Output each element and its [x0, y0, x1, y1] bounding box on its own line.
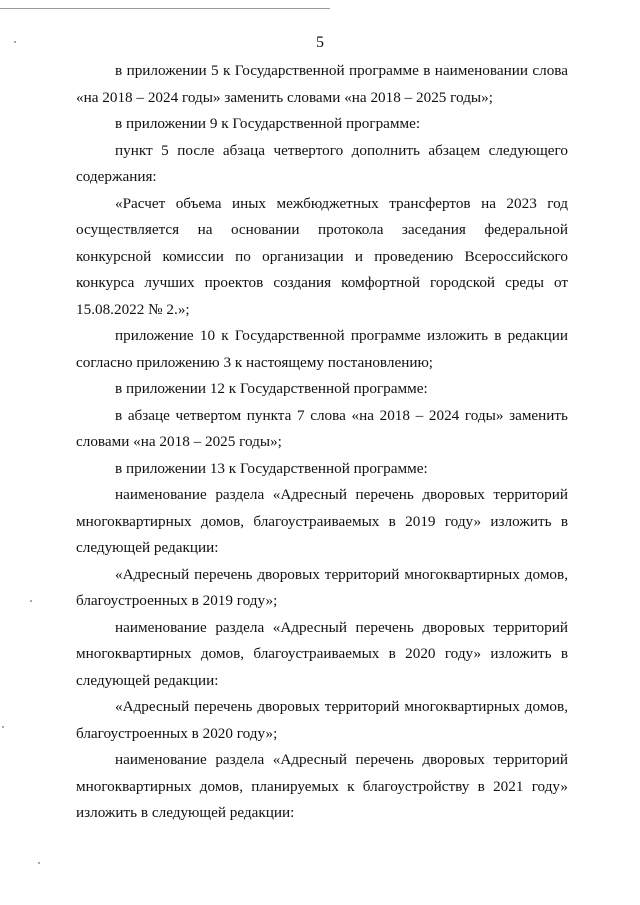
- paragraph: в приложении 9 к Государственной программе:: [115, 115, 421, 132]
- paragraph: «Адресный перечень дворовых территорий многоквартирных домов, благоустроенных в 2020 году»;: [76, 698, 568, 742]
- paragraph: приложение 10 к Государственной программе изложить в редакции согласно приложению 3 к настоящему постановлению;: [76, 327, 568, 371]
- paragraph: пункт 5 после абзаца четвертого дополнить абзацем следующего содержания:: [76, 141, 568, 185]
- paragraph: «Адресный перечень дворовых территорий многоквартирных домов, благоустроенных в 2019 году»;: [76, 565, 568, 609]
- paragraph: в приложении 13 к Государственной программе:: [115, 459, 428, 477]
- paragraph: наименование раздела «Адресный перечень дворовых территорий многоквартирных домов, благоустраиваемых в 2020 году» изложить в следующей редакции:: [76, 618, 568, 689]
- paragraph: наименование раздела «Адресный перечень дворовых территорий многоквартирных домов, планируемых к благоустройству в 2021 году» изложить в следующей редакции:: [76, 751, 568, 821]
- page-number: 5: [316, 34, 324, 51]
- scan-edge-line: [0, 8, 330, 9]
- paragraph: в приложении 12 к Государственной программе:: [115, 380, 428, 397]
- scan-speck: [30, 600, 32, 602]
- paragraph: «Расчет объема иных межбюджетных трансфертов на 2023 год осуществляется на основании протокола заседания федеральной конкурсной комиссии по организации и проведению Всероссийского конкурса лучших проектов создания комфортной городской среды от 15.08.2022 № 2.»;: [76, 194, 568, 318]
- document-body: [76, 58, 568, 827]
- paragraph: в абзаце четвертом пункта 7 слова «на 2018 – 2024 годы» заменить словами «на 2018 – 2025 годы»;: [76, 406, 568, 450]
- scan-speck: [2, 726, 4, 728]
- scan-speck: [38, 862, 40, 864]
- paragraph: наименование раздела «Адресный перечень дворовых территорий многоквартирных домов, благоустраиваемых в 2019 году» изложить в следующей редакции:: [76, 486, 568, 556]
- paragraph: в приложении 5 к Государственной программе в наименовании слова «на 2018 – 2024 годы» заменить словами «на 2018 – 2025 годы»;: [76, 62, 568, 106]
